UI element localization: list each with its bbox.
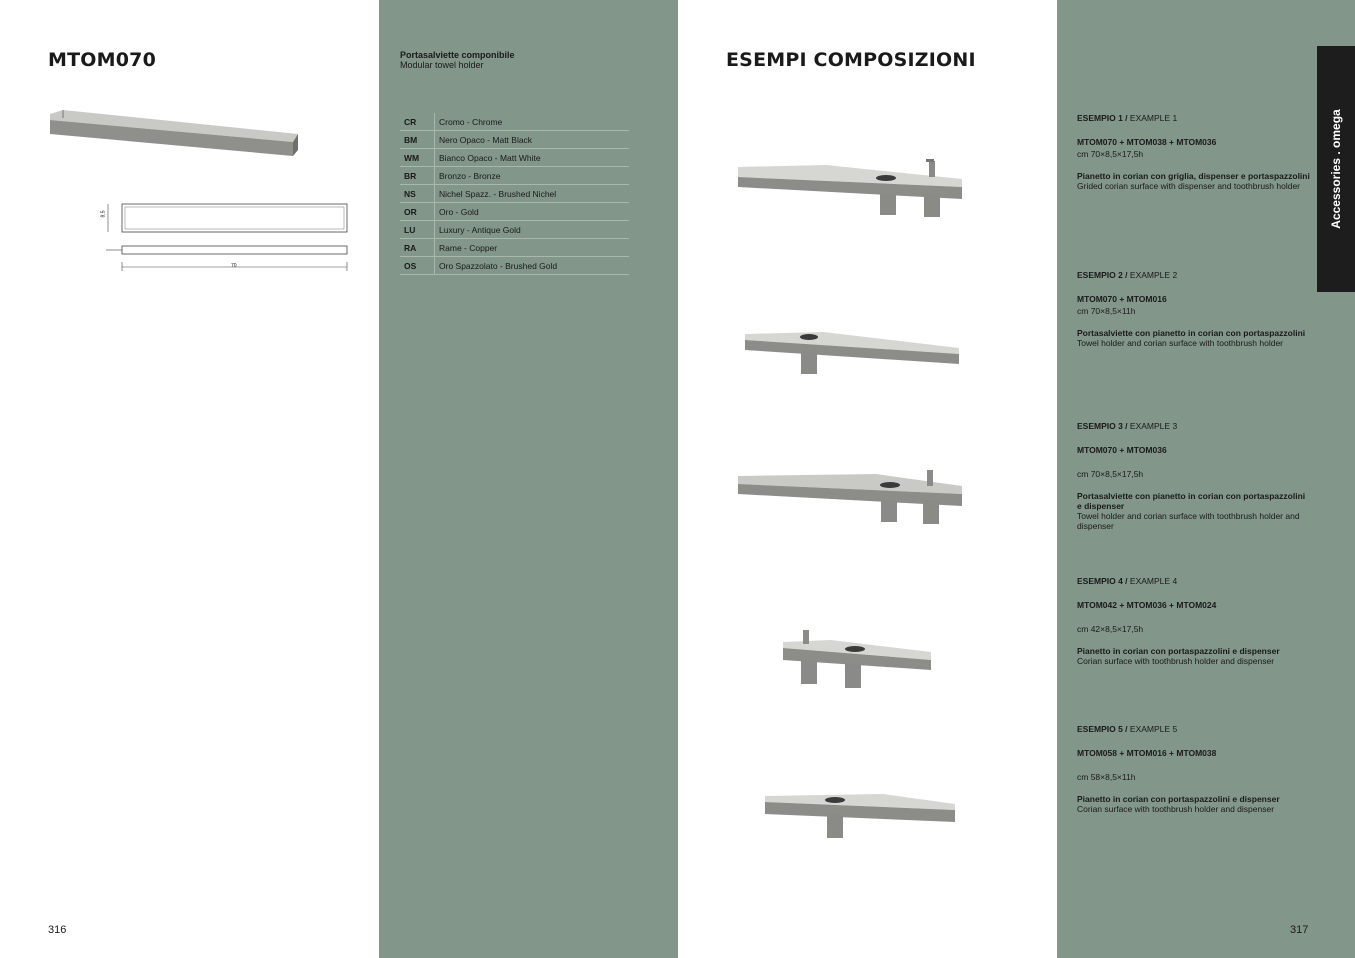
example-size: cm 70×8,5×11h (1077, 306, 1136, 316)
finish-row (400, 221, 629, 239)
example-5-photo (763, 790, 959, 842)
example-label-en: EXAMPLE 2 (1129, 270, 1178, 280)
finish-row (400, 203, 629, 221)
finish-label: Oro - Gold (435, 203, 630, 221)
description-it: Portasalviette componibile (400, 50, 515, 60)
example-desc-it: Portasalviette con pianetto in corian con portaspazzolini (1077, 328, 1306, 338)
finish-code: BM (400, 131, 435, 149)
towel-holder-photo (48, 108, 300, 160)
example-codes: MTOM042 + MTOM036 + MTOM024 (1077, 600, 1217, 610)
example-label-en: EXAMPLE 3 (1129, 421, 1178, 431)
example-label-en: EXAMPLE 4 (1129, 576, 1178, 586)
dim-width: 70 (231, 263, 237, 269)
example-3-photo (736, 466, 966, 528)
example-desc-en: Corian surface with toothbrush holder and dispenser (1077, 804, 1275, 814)
example-2 (1077, 270, 1312, 348)
example-label-it: ESEMPIO 4 / (1077, 576, 1128, 586)
example-label-en: EXAMPLE 1 (1129, 113, 1178, 123)
example-desc-it: Pianetto in corian con griglia, dispenser e portaspazzolini (1077, 171, 1310, 181)
example-1-photo (736, 157, 966, 221)
example-2-photo (743, 326, 963, 378)
finish-label: Bianco Opaco - Matt White (435, 149, 630, 167)
finish-code: CR (400, 113, 435, 131)
example-desc-en: Corian surface with toothbrush holder and dispenser (1077, 656, 1275, 666)
example-desc-en: Towel holder and corian surface with toothbrush holder (1077, 338, 1284, 348)
finish-code: RA (400, 239, 435, 257)
finish-code: BR (400, 167, 435, 185)
example-desc-en: Grided corian surface with dispenser and toothbrush holder (1077, 181, 1301, 191)
example-4 (1077, 576, 1312, 666)
finish-row (400, 185, 629, 203)
example-desc-en: Towel holder and corian surface with toothbrush holder and dispenser (1077, 511, 1300, 531)
finishes-table (400, 113, 629, 275)
finish-code: OR (400, 203, 435, 221)
finish-row (400, 131, 629, 149)
page-number-right: 317 (1290, 924, 1309, 936)
page-number-left: 316 (48, 924, 67, 936)
technical-drawing (98, 198, 354, 274)
example-desc-it: Portasalviette con pianetto in corian con portaspazzolini e dispenser (1077, 491, 1306, 511)
finish-row (400, 239, 629, 257)
example-desc-it: Pianetto in corian con portaspazzolini e dispenser (1077, 794, 1280, 804)
finish-code: LU (400, 221, 435, 239)
finish-label: Nichel Spazz. - Brushed Nichel (435, 185, 630, 203)
example-size: cm 58×8,5×11h (1077, 772, 1136, 782)
example-label-en: EXAMPLE 5 (1129, 724, 1178, 734)
example-label-it: ESEMPIO 1 / (1077, 113, 1128, 123)
product-title: MTOM070 (48, 49, 156, 71)
example-codes: MTOM070 + MTOM036 (1077, 445, 1167, 455)
example-size: cm 70×8,5×17,5h (1077, 469, 1144, 479)
dim-depth: 8,5 (100, 210, 107, 218)
example-desc-it: Pianetto in corian con portaspazzolini e dispenser (1077, 646, 1280, 656)
finish-code: WM (400, 149, 435, 167)
finish-label: Luxury - Antique Gold (435, 221, 630, 239)
example-4-photo (781, 626, 933, 690)
page-title: ESEMPI COMPOSIZIONI (726, 49, 976, 71)
example-5 (1077, 724, 1312, 814)
section-tab (1317, 46, 1355, 292)
finish-label: Bronzo - Bronze (435, 167, 630, 185)
finish-label: Rame - Copper (435, 239, 630, 257)
section-tab-label: Accessories . omega (1329, 109, 1343, 229)
finish-row (400, 149, 629, 167)
example-size: cm 42×8,5×17,5h (1077, 624, 1144, 634)
example-size: cm 70×8,5×17,5h (1077, 149, 1144, 159)
example-label-it: ESEMPIO 3 / (1077, 421, 1128, 431)
example-label-it: ESEMPIO 5 / (1077, 724, 1128, 734)
finish-row (400, 257, 629, 275)
example-codes: MTOM070 + MTOM016 (1077, 294, 1167, 304)
example-3 (1077, 421, 1312, 531)
finish-code: NS (400, 185, 435, 203)
finish-code: OS (400, 257, 435, 275)
example-codes: MTOM070 + MTOM038 + MTOM036 (1077, 137, 1217, 147)
example-label-it: ESEMPIO 2 / (1077, 270, 1128, 280)
example-codes: MTOM058 + MTOM016 + MTOM038 (1077, 748, 1217, 758)
finish-label: Oro Spazzolato - Brushed Gold (435, 257, 630, 275)
finish-row (400, 113, 629, 131)
example-1 (1077, 113, 1312, 191)
description-en: Modular towel holder (400, 60, 484, 70)
finish-row (400, 167, 629, 185)
finish-label: Cromo - Chrome (435, 113, 630, 131)
finish-label: Nero Opaco - Matt Black (435, 131, 630, 149)
